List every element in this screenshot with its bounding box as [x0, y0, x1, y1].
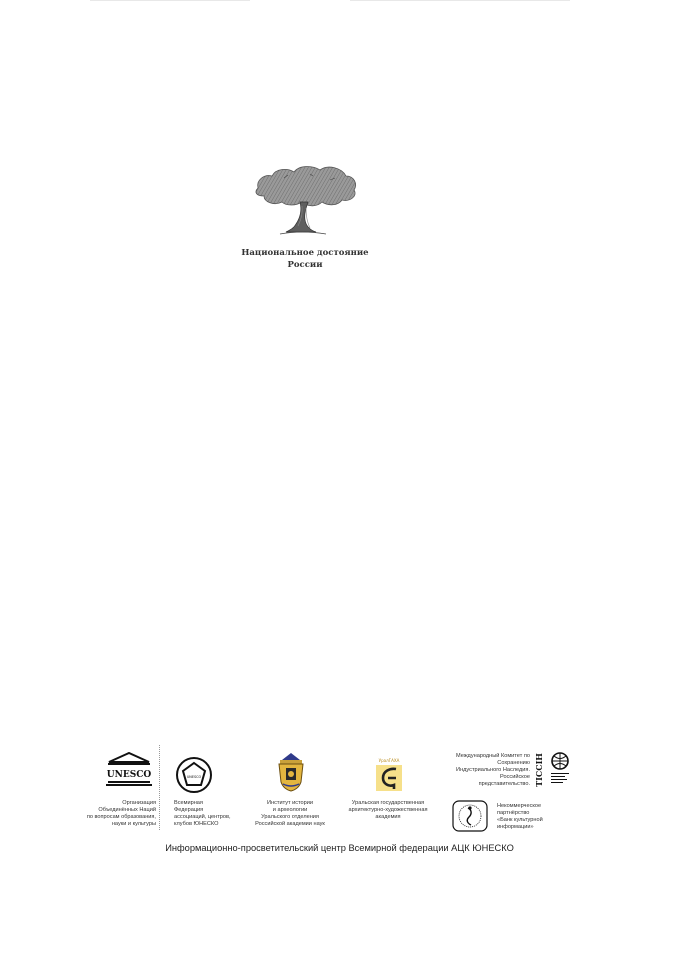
emblem-caption-line1: Национальное достояние — [241, 248, 369, 258]
ticcih-caption-line: Международный Комитет по — [456, 753, 530, 759]
footer-title: Информационно-просветительский центр Всемирной федерации АЦК ЮНЕСКО — [165, 843, 514, 853]
unesco-mark: UNESCO — [106, 770, 152, 780]
ticcih-mark: TICCIH — [534, 753, 544, 787]
unesco-caption-line: Организация — [122, 800, 156, 806]
institute-caption-line: и археологии — [272, 807, 308, 813]
ticcih-caption-line: Сохранению — [497, 760, 530, 766]
unesco-caption-line: Объединённых Наций — [98, 807, 156, 813]
institute-emblem-icon — [274, 752, 308, 792]
institute-caption-line: Российской академии наук — [255, 821, 325, 827]
academy-caption-line: академия — [375, 814, 401, 820]
ticcih-logo-icon — [534, 750, 574, 790]
academy-caption — [340, 800, 436, 821]
wfuca-caption-line: Федерация — [174, 807, 204, 813]
academy-caption-line: Уральская государственная — [351, 800, 425, 806]
ticcih-caption — [438, 753, 530, 788]
unesco-caption — [60, 800, 156, 828]
emblem-caption — [230, 247, 380, 271]
ticcih-caption-line: Российское — [500, 774, 530, 780]
bank-caption-line: Некоммерческое — [497, 803, 542, 809]
institute-caption — [240, 800, 340, 828]
scan-edge-line — [350, 0, 570, 1]
ticcih-caption-line: представительство. — [478, 781, 530, 787]
wfuca-mark: UNESCO — [186, 775, 202, 779]
institute-caption-line: Уральского отделения — [261, 814, 319, 820]
bank-caption — [497, 803, 577, 831]
scan-edge-line — [90, 0, 250, 1]
wfuca-logo-icon — [175, 756, 213, 794]
bank-caption-line: «Банк культурной — [497, 817, 543, 823]
tree-map-icon — [250, 160, 360, 240]
unesco-temple-icon — [105, 752, 153, 786]
institute-caption-line: Институт истории — [266, 800, 314, 806]
unesco-caption-line: по вопросам образования, — [86, 814, 156, 820]
bank-caption-line: информации» — [497, 824, 534, 830]
academy-caption-line: архитектурно-художественная — [348, 807, 428, 813]
bank-logo-icon — [452, 800, 488, 832]
unesco-caption-line: науки и культуры — [111, 821, 156, 827]
wfuca-caption-line: ассоциаций, центров, — [174, 814, 231, 820]
academy-logo-icon — [374, 756, 404, 792]
wfuca-caption-line: Всемирная — [174, 800, 203, 806]
wfuca-caption-line: клубов ЮНЕСКО — [174, 821, 219, 827]
academy-mark: УралГАХА — [378, 758, 400, 763]
separator-line — [159, 745, 160, 830]
ticcih-caption-line: Индустриального Наследия. — [456, 767, 530, 773]
emblem-caption-line2: России — [287, 260, 323, 270]
bank-caption-line: партнёрство — [497, 810, 530, 816]
